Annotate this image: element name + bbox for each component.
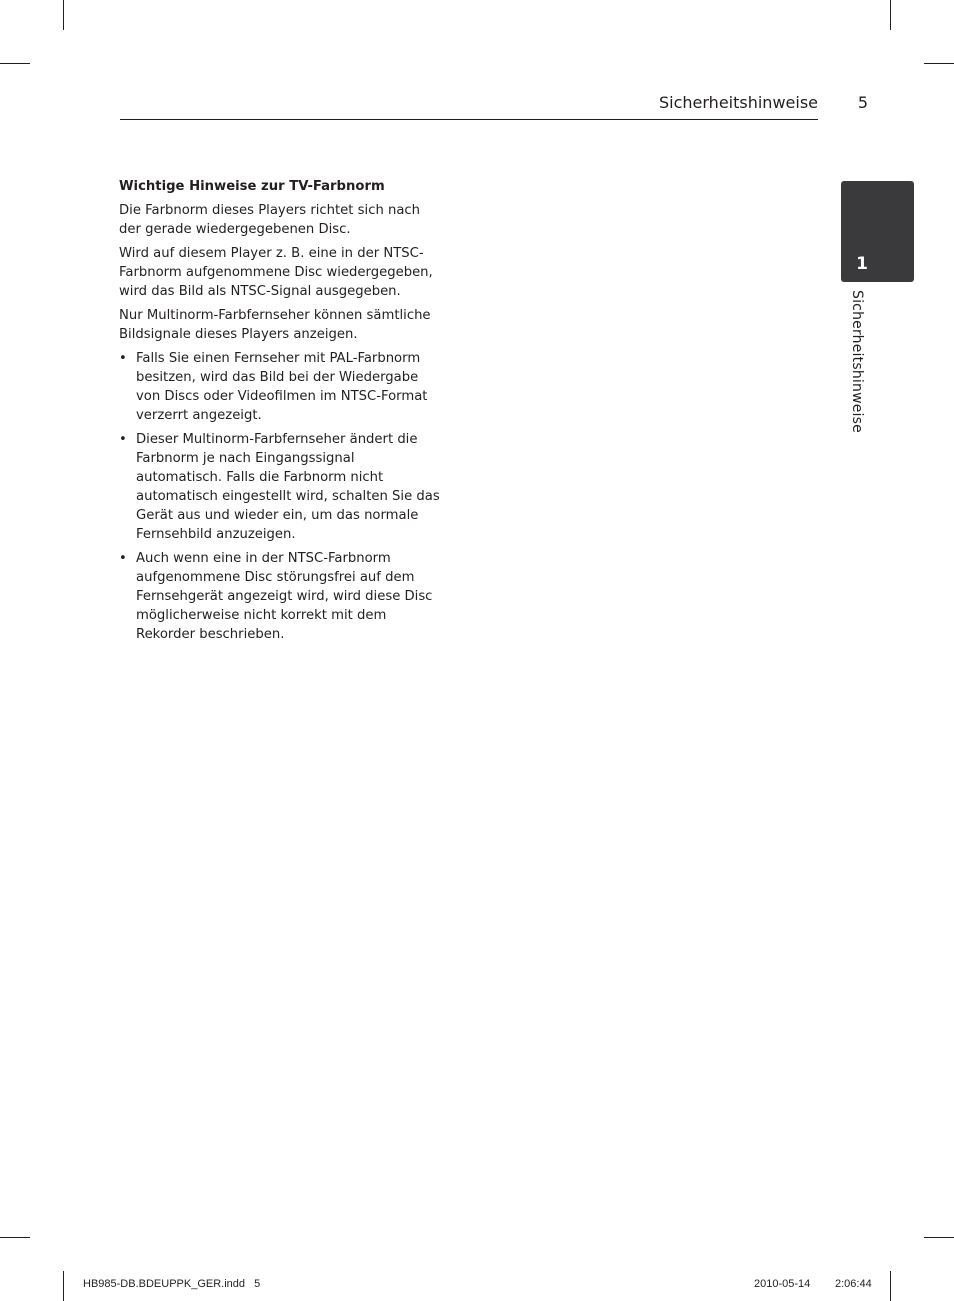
running-header-title: Sicherheitshinweise (659, 93, 818, 112)
chapter-side-label: Sicherheitshinweise (849, 290, 865, 433)
paragraph: Nur Multinorm-Farbfernseher können sämtliche Bildsignale dieses Players anzeigen. (119, 308, 431, 342)
list-item-text: Falls Sie einen Fernseher mit PAL-Farbnorm besitzen, wird das Bild bei der Wiedergabe von Discs oder Videofilmen im NTSC-Format verzerrt angezeigt. (136, 351, 428, 423)
footer-date: 2010-05-14 (754, 1278, 811, 1290)
list-item-text: Auch wenn eine in der NTSC-Farbnorm aufgenommene Disc störungsfrei auf dem Fernsehgerät angezeigt wird, wird diese Disc möglicherweise nicht korrekt mit dem Rekorder beschrieben. (136, 551, 433, 642)
list-item (119, 549, 443, 644)
page-number: 5 (857, 93, 869, 112)
crop-mark-bottom-right-h (924, 1237, 954, 1238)
crop-mark-top-right-h (924, 63, 954, 64)
bullet-icon: • (119, 432, 127, 447)
bullet-list (119, 349, 443, 644)
crop-mark-bottom-left-h (0, 1237, 30, 1238)
list-item (119, 430, 443, 544)
chapter-number: 1 (856, 254, 868, 274)
bullet-icon: • (119, 551, 127, 566)
footer-file-info: HB985-DB.BDEUPPK_GER.indd 5 (83, 1278, 261, 1290)
bullet-icon: • (119, 351, 127, 366)
paragraph: Die Farbnorm dieses Players richtet sich nach der gerade wiedergegebenen Disc. (119, 203, 421, 237)
main-content (119, 177, 443, 649)
paragraph: Wird auf diesem Player z. B. eine in der NTSC-Farbnorm aufgenommene Disc wiedergegeben, wird das Bild als NTSC-Signal ausgegeben. (119, 246, 433, 299)
footer-time: 2:06:44 (835, 1278, 872, 1290)
list-item-text: Dieser Multinorm-Farbfernseher ändert die Farbnorm je nach Eingangssignal automatisch. Falls die Farbnorm nicht automatisch eingestellt wird, schalten Sie das Gerät aus und wieder ein, um das normale Fernsehbild anzuzeigen. (136, 432, 440, 542)
header-rule (120, 119, 818, 120)
list-item (119, 349, 443, 425)
crop-mark-top-left-h (0, 63, 30, 64)
crop-mark-top-right (890, 0, 891, 30)
crop-mark-bottom-left (63, 1271, 64, 1301)
crop-mark-top-left (63, 0, 64, 30)
crop-mark-bottom-right (890, 1271, 891, 1301)
section-heading: Wichtige Hinweise zur TV-Farbnorm (119, 179, 385, 194)
